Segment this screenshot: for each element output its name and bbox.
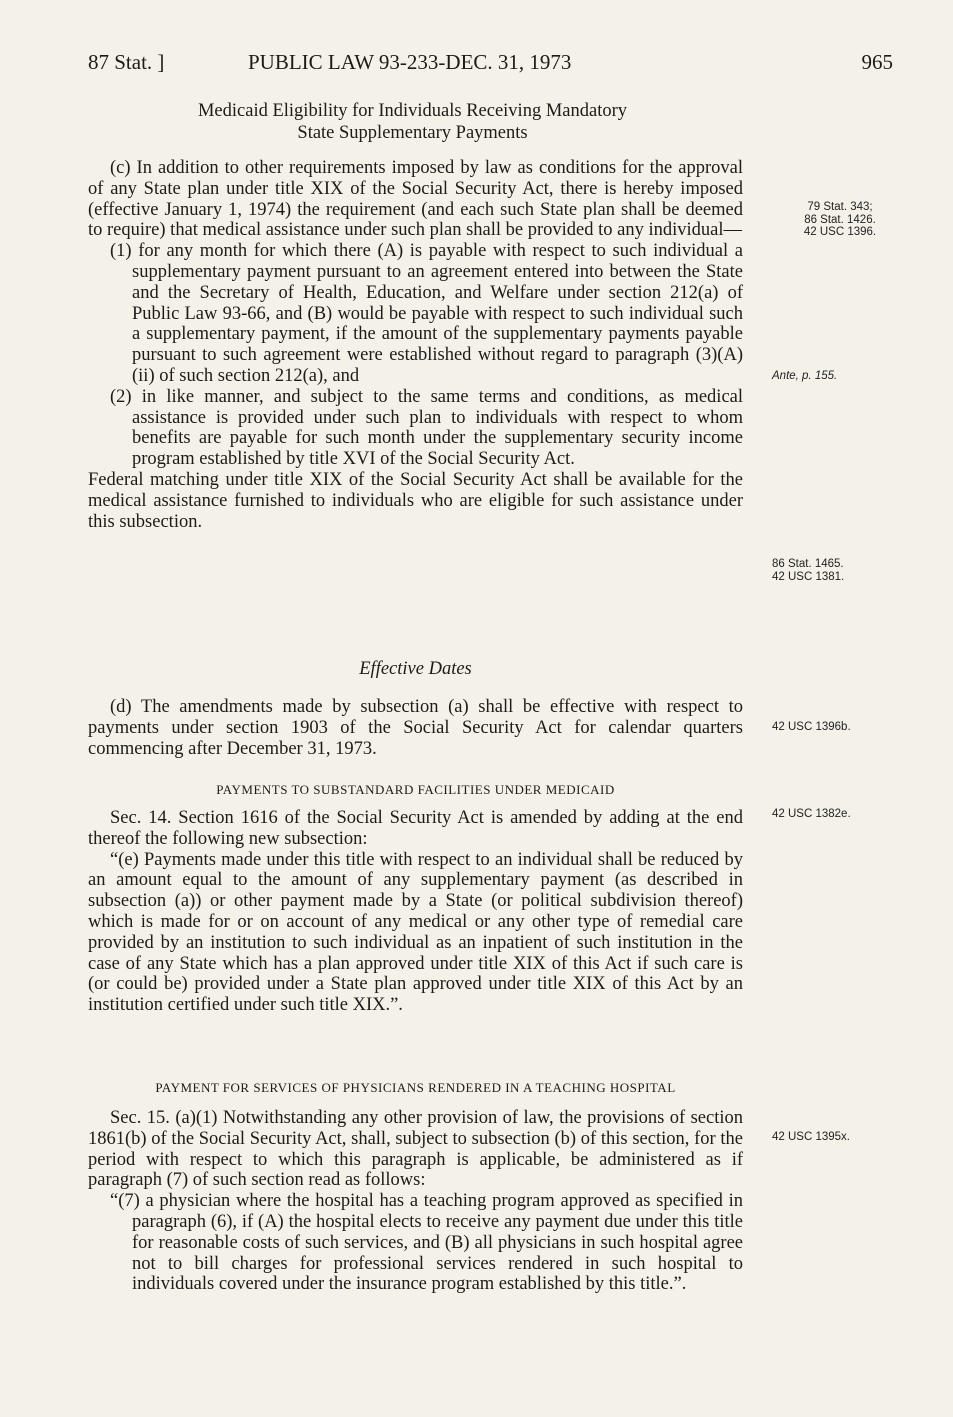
subsection-c bbox=[88, 158, 743, 532]
sec14-heading: PAYMENTS TO SUBSTANDARD FACILITIES UNDER MEDICAID bbox=[216, 782, 615, 797]
heading-line: State Supplementary Payments bbox=[297, 123, 528, 143]
quote-sec15: “(7) a physician where the hospital has a teaching program approved as specified in paragraph (6), if (A) the hospital elects to receive any payment due under this title for reasonable costs of such services, and (B) all physicians in such hospital agree not to bill charges for professional services rendered in such hospital to individuals covered under the insurance program established by this title.”. bbox=[110, 1191, 743, 1295]
paragraph-c: (c) In addition to other requirements imposed by law as conditions for the approval of any State plan under title XIX of the Social Security Act, there is hereby imposed (effective January 1, 1974) the requirement (and each such State plan shall be deemed to require) that medical assistance under such plan shall be provided to any individual— bbox=[88, 158, 743, 241]
paragraph-federal-matching: Federal matching under title XIX of the Social Security Act shall be available for the medical assistance furnished to individuals who are eligible for such assistance under this subsection. bbox=[88, 469, 743, 532]
page-number: 965 bbox=[861, 50, 893, 74]
paragraph-d: (d) The amendments made by subsection (a) shall be effective with respect to payments under section 1903 of the Social Security Act for calendar quarters commencing after December 31, 1973. bbox=[88, 697, 743, 759]
margin-note: 42 USC 1382e. bbox=[772, 808, 851, 820]
paragraph-sec15: Sec. 15. (a)(1) Notwithstanding any other provision of law, the provisions of section 1861(b) of the Social Security Act, shall, subject to subsection (b) of this section, for the period with respect to which this paragraph is applicable, be administered as if paragraph (7) of such section read as follows: bbox=[88, 1108, 743, 1191]
section-14 bbox=[88, 808, 743, 1016]
section-15 bbox=[88, 1108, 743, 1295]
subsection-d bbox=[88, 697, 743, 759]
paragraph-sec14: Sec. 14. Section 1616 of the Social Security Act is amended by adding at the end thereof the following new subsection: bbox=[88, 808, 743, 849]
statute-volume: 87 Stat. ] bbox=[88, 50, 165, 74]
sec15-heading: PAYMENT FOR SERVICES OF PHYSICIANS RENDERED IN A TEACHING HOSPITAL bbox=[155, 1080, 676, 1095]
margin-note: 86 Stat. 1465. 42 USC 1381. bbox=[772, 558, 845, 583]
paragraph-c1: (1) for any month for which there (A) is payable with respect to such individual a supplementary payment pursuant to an agreement entered into between the State and the Secretary of Health, Education, and Welfare under section 212(a) of Public Law 93-66, and (B) would be payable with respect to such individual such a supplementary payment, if the amount of the supplementary payments payable pursuant to such agreement were established without regard to paragraph (3)(A)(ii) of such section 212(a), and bbox=[110, 241, 743, 386]
heading-line: Medicaid Eligibility for Individuals Receiving Mandatory bbox=[197, 101, 627, 121]
margin-note: 42 USC 1395x. bbox=[772, 1131, 850, 1143]
margin-note: 79 Stat. 343; 86 Stat. 1426. 42 USC 1396. bbox=[803, 201, 877, 238]
margin-note: Ante, p. 155. bbox=[772, 370, 838, 382]
page-title: PUBLIC LAW 93-233-DEC. 31, 1973 bbox=[248, 50, 572, 74]
medicaid-heading bbox=[140, 100, 685, 144]
page-header bbox=[88, 50, 893, 80]
quote-sec14: “(e) Payments made under this title with respect to an individual shall be reduced by an amount equal to the amount of any supplementary payment (as described in subsection (a)) or other payment made by a State (or political subdivision thereof) which is made for or on account of any medical or any other type of remedial care provided by an institution to such individual as an inpatient of such institution in the case of any State which has a plan approved under title XIX of this Act if such care is (or could be) provided under a State plan approved under title XIX of this Act by an institution certified under such title XIX.”. bbox=[88, 849, 743, 1016]
effective-dates-heading: Effective Dates bbox=[359, 659, 472, 679]
paragraph-c2: (2) in like manner, and subject to the same terms and conditions, as medical assistance is provided under such plan to individuals with respect to whom benefits are payable for such month under the supplementary security income program established by title XVI of the Social Security Act. bbox=[110, 386, 743, 470]
margin-note: 42 USC 1396b. bbox=[772, 721, 851, 733]
